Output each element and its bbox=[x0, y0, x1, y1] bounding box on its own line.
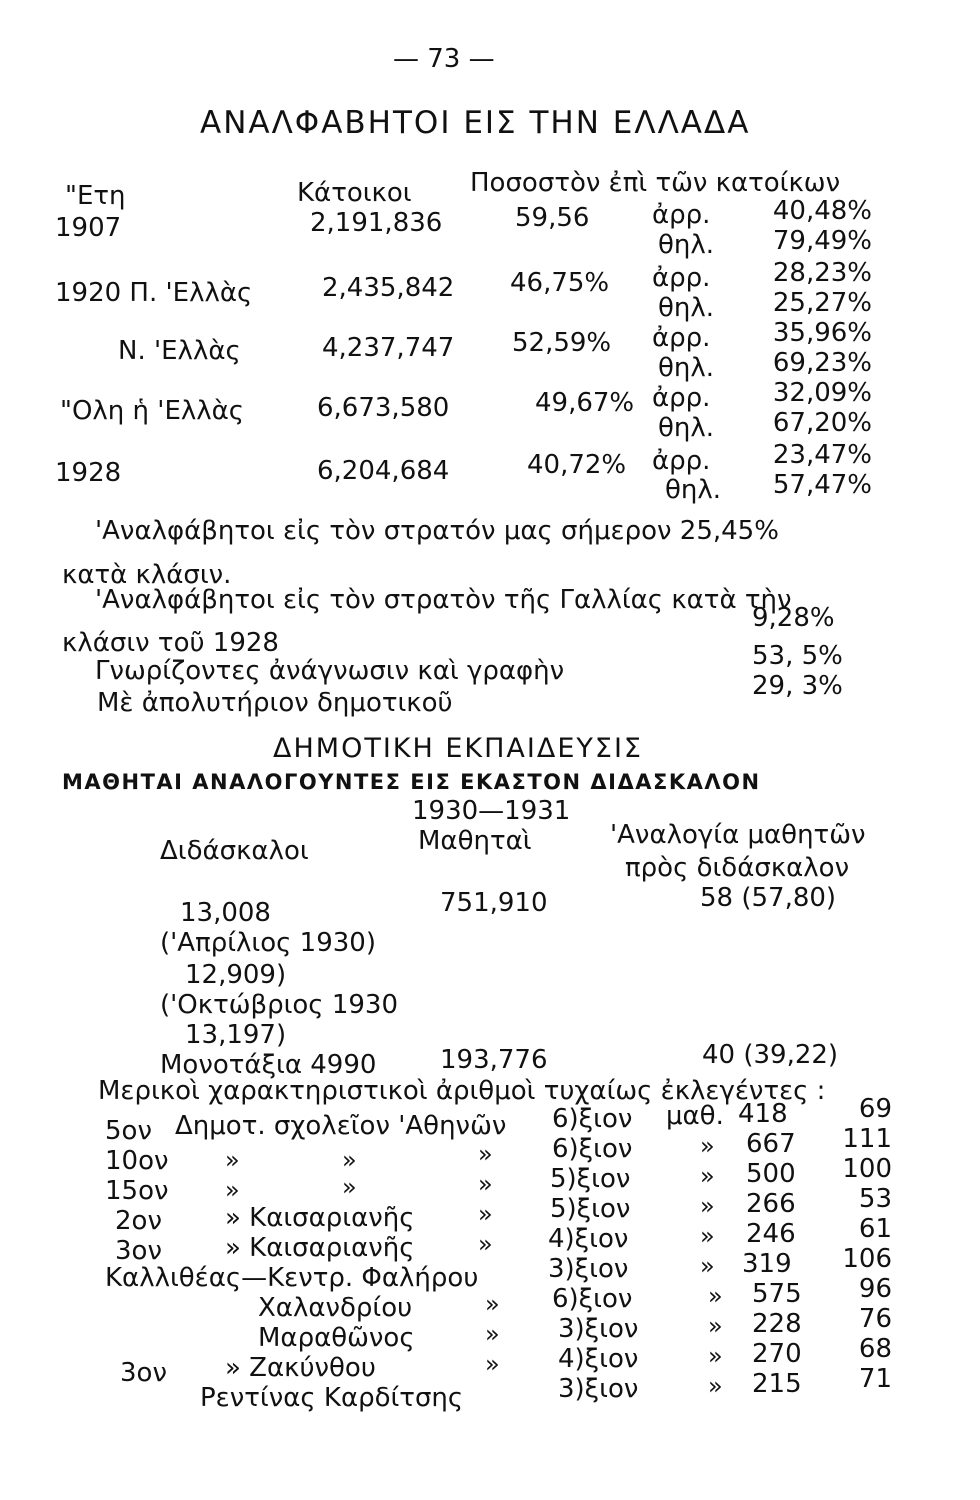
row-male-value: 28,23% bbox=[772, 258, 872, 288]
header-percent: Ποσοστὸν ἐπὶ τῶν κατοίκων bbox=[470, 168, 841, 198]
row-female-value: 25,27% bbox=[772, 288, 872, 318]
school-prefix: » bbox=[700, 1222, 715, 1250]
ratio-value: 58 (57,80) bbox=[700, 883, 837, 913]
row-female-value: 67,20% bbox=[772, 408, 872, 438]
school-prefix: » bbox=[700, 1192, 715, 1220]
school-ditto: » bbox=[342, 1146, 357, 1174]
army-line-6-value: 53, 5% bbox=[752, 641, 843, 671]
col-students: Μαθηταὶ bbox=[418, 826, 532, 856]
row-label: "Ολη ἡ 'Ελλὰς bbox=[60, 396, 245, 426]
school-ditto: » bbox=[485, 1350, 500, 1378]
school-students: 228 bbox=[752, 1309, 802, 1339]
school-students: 418 bbox=[738, 1099, 788, 1129]
school-class: 6)ξιον bbox=[552, 1284, 633, 1314]
school-class: 3)ξιον bbox=[558, 1374, 639, 1404]
students-value: 751,910 bbox=[440, 888, 548, 918]
page-number: — 73 — bbox=[393, 44, 495, 74]
header-years: "Ετη bbox=[65, 181, 126, 211]
row-label: Ν. 'Ελλὰς bbox=[118, 336, 241, 366]
row-total: 59,56 bbox=[515, 203, 590, 233]
school-ratio: 111 bbox=[842, 1124, 892, 1154]
school-students: 270 bbox=[752, 1339, 802, 1369]
school-prefix: » bbox=[700, 1252, 715, 1280]
school-ditto: » bbox=[478, 1200, 493, 1228]
row-male-value: 35,96% bbox=[772, 318, 872, 348]
school-students: 319 bbox=[742, 1249, 792, 1279]
school-ratio: 96 bbox=[858, 1274, 892, 1304]
row-male-label: ἀρρ. bbox=[652, 263, 711, 293]
army-line-7-value: 29, 3% bbox=[752, 671, 843, 701]
school-ratio: 100 bbox=[842, 1154, 892, 1184]
october-label: ('Οκτώβριος 1930 bbox=[160, 990, 398, 1020]
school-ditto: » bbox=[478, 1170, 493, 1198]
school-num: 10ον bbox=[105, 1146, 169, 1176]
school-ratio: 106 bbox=[842, 1244, 892, 1274]
row-population: 2,435,842 bbox=[322, 273, 455, 303]
school-ditto: » bbox=[342, 1173, 357, 1201]
mono-label: Μονοτάξια 4990 bbox=[160, 1050, 377, 1080]
army-line-5: κλάσιν τοῦ 1928 bbox=[62, 628, 279, 658]
row-label: 1920 Π. 'Ελλὰς bbox=[55, 278, 253, 308]
school-class: 5)ξιον bbox=[550, 1194, 631, 1224]
school-prefix: » bbox=[708, 1282, 723, 1310]
school-num: 15ον bbox=[105, 1176, 169, 1206]
army-line-3: 'Αναλφάβητοι εἰς τὸν στρατὸν τῆς Γαλλίας κατὰ τὴν bbox=[95, 585, 792, 615]
school-num: 2ον bbox=[115, 1206, 162, 1236]
school-name: Δημοτ. σχολεῖον 'Αθηνῶν bbox=[175, 1111, 507, 1141]
school-ratio: 69 bbox=[858, 1094, 892, 1124]
army-line-2: κατὰ κλάσιν. bbox=[62, 560, 232, 590]
school-ditto: » bbox=[225, 1146, 240, 1174]
school-students: 575 bbox=[752, 1279, 802, 1309]
school-name: Μαραθῶνος bbox=[258, 1323, 415, 1353]
school-name: » Καισαριανῆς bbox=[225, 1203, 415, 1233]
row-population: 6,673,580 bbox=[317, 393, 450, 423]
school-students: 215 bbox=[752, 1369, 802, 1399]
row-male-value: 40,48% bbox=[772, 196, 872, 226]
section-subtitle: ΜΑΘΗΤΑΙ ΑΝΑΛΟΓΟΥΝΤΕΣ ΕΙΣ ΕΚΑΣΤΟΝ ΔΙΔΑΣΚΑΛΟΝ bbox=[62, 770, 761, 794]
school-prefix: » bbox=[708, 1312, 723, 1340]
row-male-value: 23,47% bbox=[772, 440, 872, 470]
row-male-value: 32,09% bbox=[772, 378, 872, 408]
col-ratio-1: 'Αναλογία μαθητῶν bbox=[610, 820, 866, 850]
mono-ratio: 40 (39,22) bbox=[702, 1040, 839, 1070]
school-ratio: 61 bbox=[858, 1214, 892, 1244]
schools-intro: Μερικοὶ χαρακτηριστικοὶ ἀριθμοὶ τυχαίως ἐκλεγέντες : bbox=[98, 1076, 826, 1106]
school-class: 6)ξιον bbox=[552, 1104, 633, 1134]
row-female-label: θηλ. bbox=[658, 413, 715, 443]
army-line-7: Μὲ ἀπολυτήριον δημοτικοῦ bbox=[97, 688, 453, 718]
school-ratio: 53 bbox=[858, 1184, 892, 1214]
school-class: 3)ξιον bbox=[558, 1314, 639, 1344]
school-name: Ρεντίνας Καρδίτσης bbox=[200, 1383, 464, 1413]
row-total: 40,72% bbox=[527, 450, 627, 480]
school-ditto: » bbox=[478, 1140, 493, 1168]
mono-students: 193,776 bbox=[440, 1045, 548, 1075]
army-line-1: 'Αναλφάβητοι εἰς τὸν στρατόν μας σήμερον 25,45% bbox=[95, 516, 779, 546]
school-students: 266 bbox=[746, 1189, 796, 1219]
school-prefix: » bbox=[700, 1162, 715, 1190]
army-line-6: Γνωρίζοντες ἀνάγνωσιν καὶ γραφὴν bbox=[95, 656, 565, 686]
row-male-label: ἀρρ. bbox=[652, 383, 711, 413]
school-students: 667 bbox=[746, 1129, 796, 1159]
school-class: 6)ξιον bbox=[552, 1134, 633, 1164]
school-num: 3ον bbox=[120, 1358, 167, 1388]
school-ratio: 76 bbox=[858, 1304, 892, 1334]
school-prefix: » bbox=[708, 1342, 723, 1370]
school-name: » Καισαριανῆς bbox=[225, 1233, 415, 1263]
row-population: 4,237,747 bbox=[322, 333, 455, 363]
row-female-value: 69,23% bbox=[772, 348, 872, 378]
row-label: 1928 bbox=[55, 458, 122, 488]
row-female-label: θηλ. bbox=[658, 230, 715, 260]
school-prefix: » bbox=[708, 1372, 723, 1400]
april-label: ('Απρίλιος 1930) bbox=[160, 928, 376, 958]
april-value: 12,909) bbox=[185, 960, 287, 990]
army-line-4-value: 9,28% bbox=[752, 603, 835, 633]
row-population: 2,191,836 bbox=[310, 208, 443, 238]
row-total: 46,75% bbox=[510, 268, 610, 298]
school-ditto: » bbox=[485, 1320, 500, 1348]
row-female-value: 79,49% bbox=[772, 226, 872, 256]
col-teachers: Διδάσκαλοι bbox=[160, 836, 309, 866]
header-inhabitants: Κάτοικοι bbox=[297, 178, 412, 208]
school-name: Χαλανδρίου bbox=[258, 1293, 413, 1323]
row-male-label: ἀρρ. bbox=[652, 200, 711, 230]
row-female-label: θηλ. bbox=[658, 293, 715, 323]
school-ratio: 68 bbox=[858, 1334, 892, 1364]
school-class: 3)ξιον bbox=[548, 1254, 629, 1284]
school-ditto: » bbox=[225, 1176, 240, 1204]
school-class: 4)ξιον bbox=[548, 1224, 629, 1254]
teachers-value: 13,008 bbox=[180, 898, 271, 928]
row-label: 1907 bbox=[55, 213, 122, 243]
school-students: 246 bbox=[746, 1219, 796, 1249]
school-students: 500 bbox=[746, 1159, 796, 1189]
school-class: 5)ξιον bbox=[550, 1164, 631, 1194]
school-ditto: » bbox=[478, 1230, 493, 1258]
school-ratio: 71 bbox=[858, 1364, 892, 1394]
col-ratio-2: πρὸς διδάσκαλον bbox=[625, 853, 850, 883]
row-female-label: θηλ. bbox=[658, 353, 715, 383]
row-female-label: θηλ. bbox=[665, 475, 722, 505]
school-name: Καλλιθέας—Κεντρ. Φαλήρου bbox=[105, 1263, 479, 1293]
row-male-label: ἀρρ. bbox=[652, 446, 711, 476]
school-name: » Ζακύνθου bbox=[225, 1353, 376, 1383]
page-title: ΑΝΑΛΦΑΒΗΤΟΙ ΕΙΣ ΤΗΝ ΕΛΛΑΔΑ bbox=[200, 105, 751, 141]
school-ditto: » bbox=[485, 1290, 500, 1318]
row-total: 49,67% bbox=[535, 388, 635, 418]
school-prefix: » bbox=[700, 1132, 715, 1160]
school-num: 3ον bbox=[115, 1236, 162, 1266]
row-population: 6,204,684 bbox=[317, 456, 450, 486]
october-value: 13,197) bbox=[185, 1020, 287, 1050]
school-class: 4)ξιον bbox=[558, 1344, 639, 1374]
section-title: ΔΗΜΟΤΙΚΗ ΕΚΠΑΙΔΕΥΣΙΣ bbox=[273, 733, 643, 764]
school-num: 5ον bbox=[105, 1116, 152, 1146]
school-prefix: μαθ. bbox=[666, 1101, 724, 1131]
section-year: 1930—1931 bbox=[412, 796, 571, 826]
row-total: 52,59% bbox=[512, 328, 612, 358]
row-female-value: 57,47% bbox=[772, 470, 872, 500]
row-male-label: ἀρρ. bbox=[652, 323, 711, 353]
